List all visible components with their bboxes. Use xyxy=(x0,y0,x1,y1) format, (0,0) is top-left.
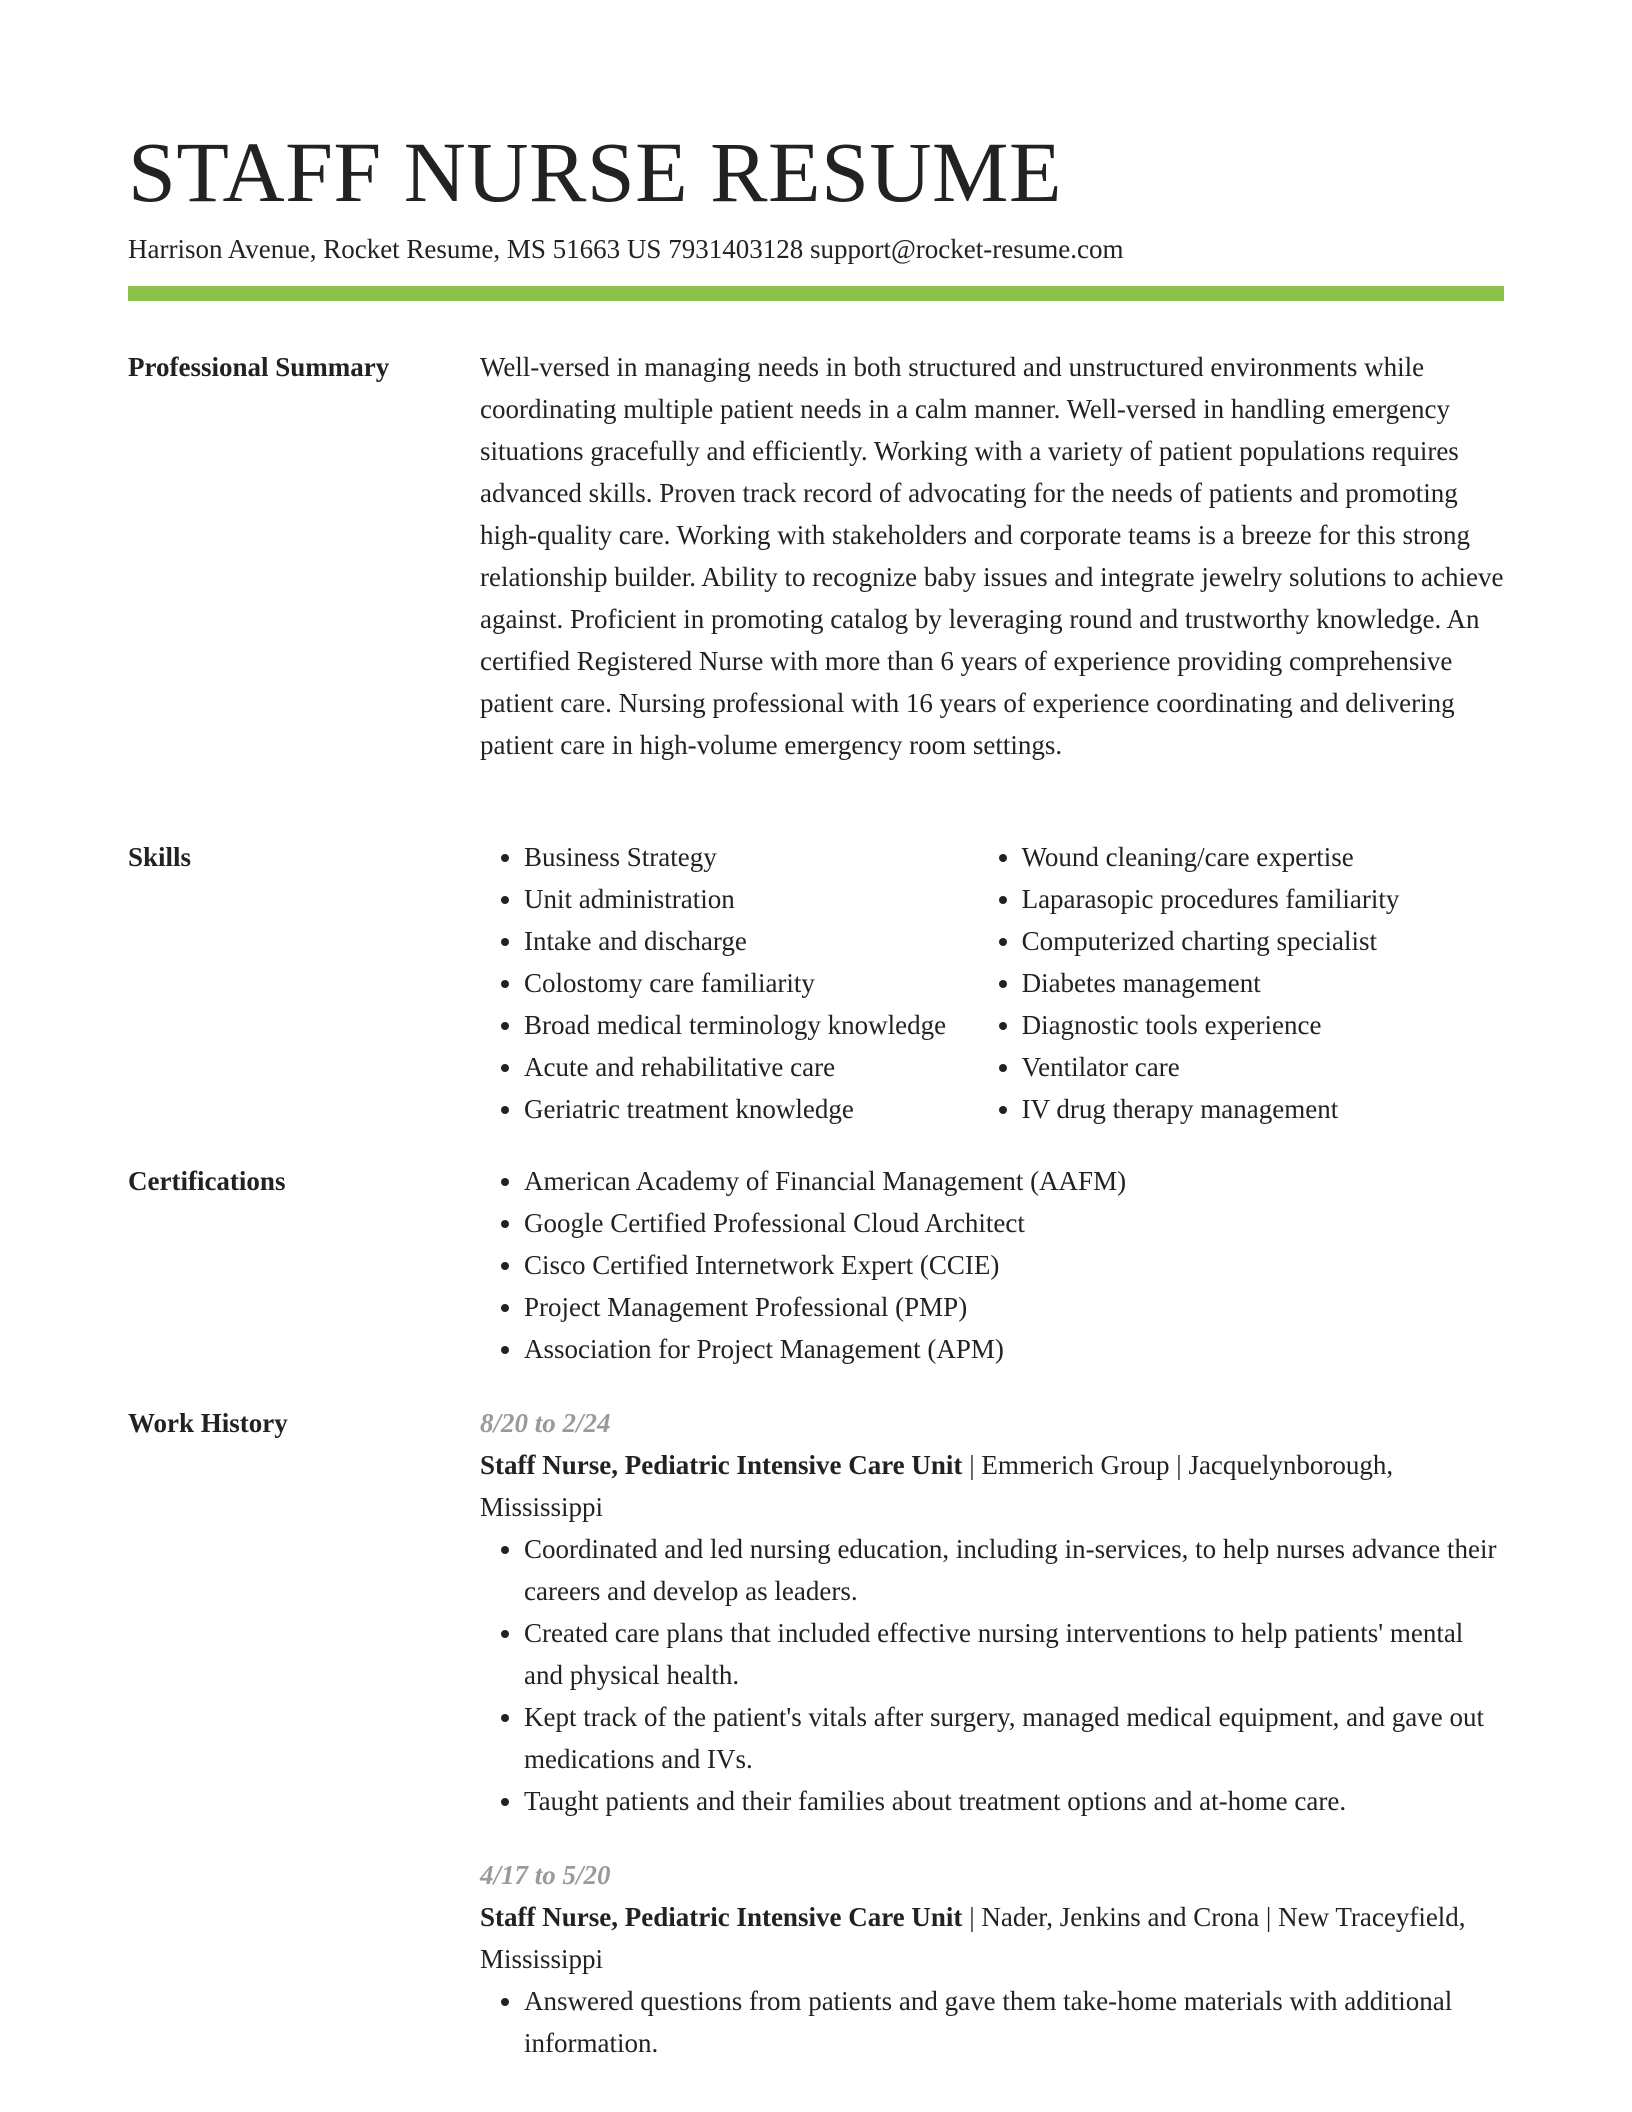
skill-item: • Intake and discharge xyxy=(524,920,992,962)
job-title: Staff Nurse, Pediatric Intensive Care Unit xyxy=(480,1902,963,1932)
skill-item: • Colostomy care familiarity xyxy=(524,962,992,1004)
skill-item: • Unit administration xyxy=(524,878,992,920)
job-bullet: • Kept track of the patient's vitals after surgery, managed medical equipment, and gave out medications and IVs. xyxy=(524,1696,1504,1780)
job-dates: 8/20 to 2/24 xyxy=(480,1408,611,1438)
certifications-body xyxy=(480,1160,1504,1370)
job-bullet: • Taught patients and their families about treatment options and at-home care. xyxy=(524,1780,1504,1822)
skills-column-2 xyxy=(992,836,1504,1130)
skills-column-1 xyxy=(480,836,992,1130)
contact-line: Harrison Avenue, Rocket Resume, MS 51663 US 7931403128 support@rocket-resume.com xyxy=(128,234,1124,264)
job-entry xyxy=(480,1402,1504,1822)
job-title: Staff Nurse, Pediatric Intensive Care Unit xyxy=(480,1450,963,1480)
job-bullet: • Answered questions from patients and gave them take-home materials with additional information. xyxy=(524,1980,1504,2064)
resume-title: STAFF NURSE RESUME xyxy=(128,124,1063,220)
job-bullet-list xyxy=(480,1980,1504,2064)
skill-item: • Acute and rehabilitative care xyxy=(524,1046,992,1088)
certification-item: • Google Certified Professional Cloud Architect xyxy=(524,1202,1504,1244)
job-dates: 4/17 to 5/20 xyxy=(480,1860,611,1890)
job-bullet: • Coordinated and led nursing education, including in-services, to help nurses advance their careers and develop as leaders. xyxy=(524,1528,1504,1612)
summary-label: Professional Summary xyxy=(128,352,390,382)
job-bullet: • Created care plans that included effective nursing interventions to help patients' mental and physical health. xyxy=(524,1612,1504,1696)
work-history-body xyxy=(480,1402,1504,2064)
skill-item: • Geriatric treatment knowledge xyxy=(524,1088,992,1130)
skill-item: • IV drug therapy management xyxy=(1022,1088,1504,1130)
skill-item: • Computerized charting specialist xyxy=(1022,920,1504,962)
job-heading xyxy=(480,1444,1504,1528)
skill-item: • Diabetes management xyxy=(1022,962,1504,1004)
job-entry xyxy=(480,1854,1504,2064)
job-details: | Nader, Jenkins and Crona | New Traceyfield, Mississippi xyxy=(480,1902,1466,1974)
job-heading xyxy=(480,1896,1504,1980)
job-details: | Emmerich Group | Jacquelynborough, Mississippi xyxy=(480,1450,1394,1522)
certification-item: • Project Management Professional (PMP) xyxy=(524,1286,1504,1328)
skill-item: • Laparasopic procedures familiarity xyxy=(1022,878,1504,920)
work-history-label: Work History xyxy=(128,1408,288,1438)
certifications-list xyxy=(480,1160,1504,1370)
certification-item: • Association for Project Management (APM) xyxy=(524,1328,1504,1370)
skill-item: • Diagnostic tools experience xyxy=(1022,1004,1504,1046)
skill-item: • Wound cleaning/care expertise xyxy=(1022,836,1504,878)
skill-item: • Business Strategy xyxy=(524,836,992,878)
summary-text: Well-versed in managing needs in both structured and unstructured environments while coordinating multiple patient needs in a calm manner. Well-versed in handling emergency situations gracefully and efficiently. Working with a variety of patient populations requires advanced skills. Proven track record of advocating for the needs of patients and promoting high-quality care. Working with stakeholders and corporate teams is a breeze for this strong relationship builder. Ability to recognize baby issues and integrate jewelry solutions to achieve against. Proficient in promoting catalog by leveraging round and trustworthy knowledge. An certified Registered Nurse with more than 6 years of experience providing comprehensive patient care. Nursing professional with 16 years of experience coordinating and delivering patient care in high-volume emergency room settings. xyxy=(480,352,1504,760)
certification-item: • American Academy of Financial Management (AAFM) xyxy=(524,1160,1504,1202)
certification-item: • Cisco Certified Internetwork Expert (CCIE) xyxy=(524,1244,1504,1286)
skill-item: • Broad medical terminology knowledge xyxy=(524,1004,992,1046)
skill-item: • Ventilator care xyxy=(1022,1046,1504,1088)
skills-label: Skills xyxy=(128,842,192,872)
skills-body xyxy=(480,836,1504,1130)
job-bullet-list xyxy=(480,1528,1504,1822)
header-divider xyxy=(128,286,1504,301)
summary-body xyxy=(480,346,1504,766)
certifications-label: Certifications xyxy=(128,1166,286,1196)
